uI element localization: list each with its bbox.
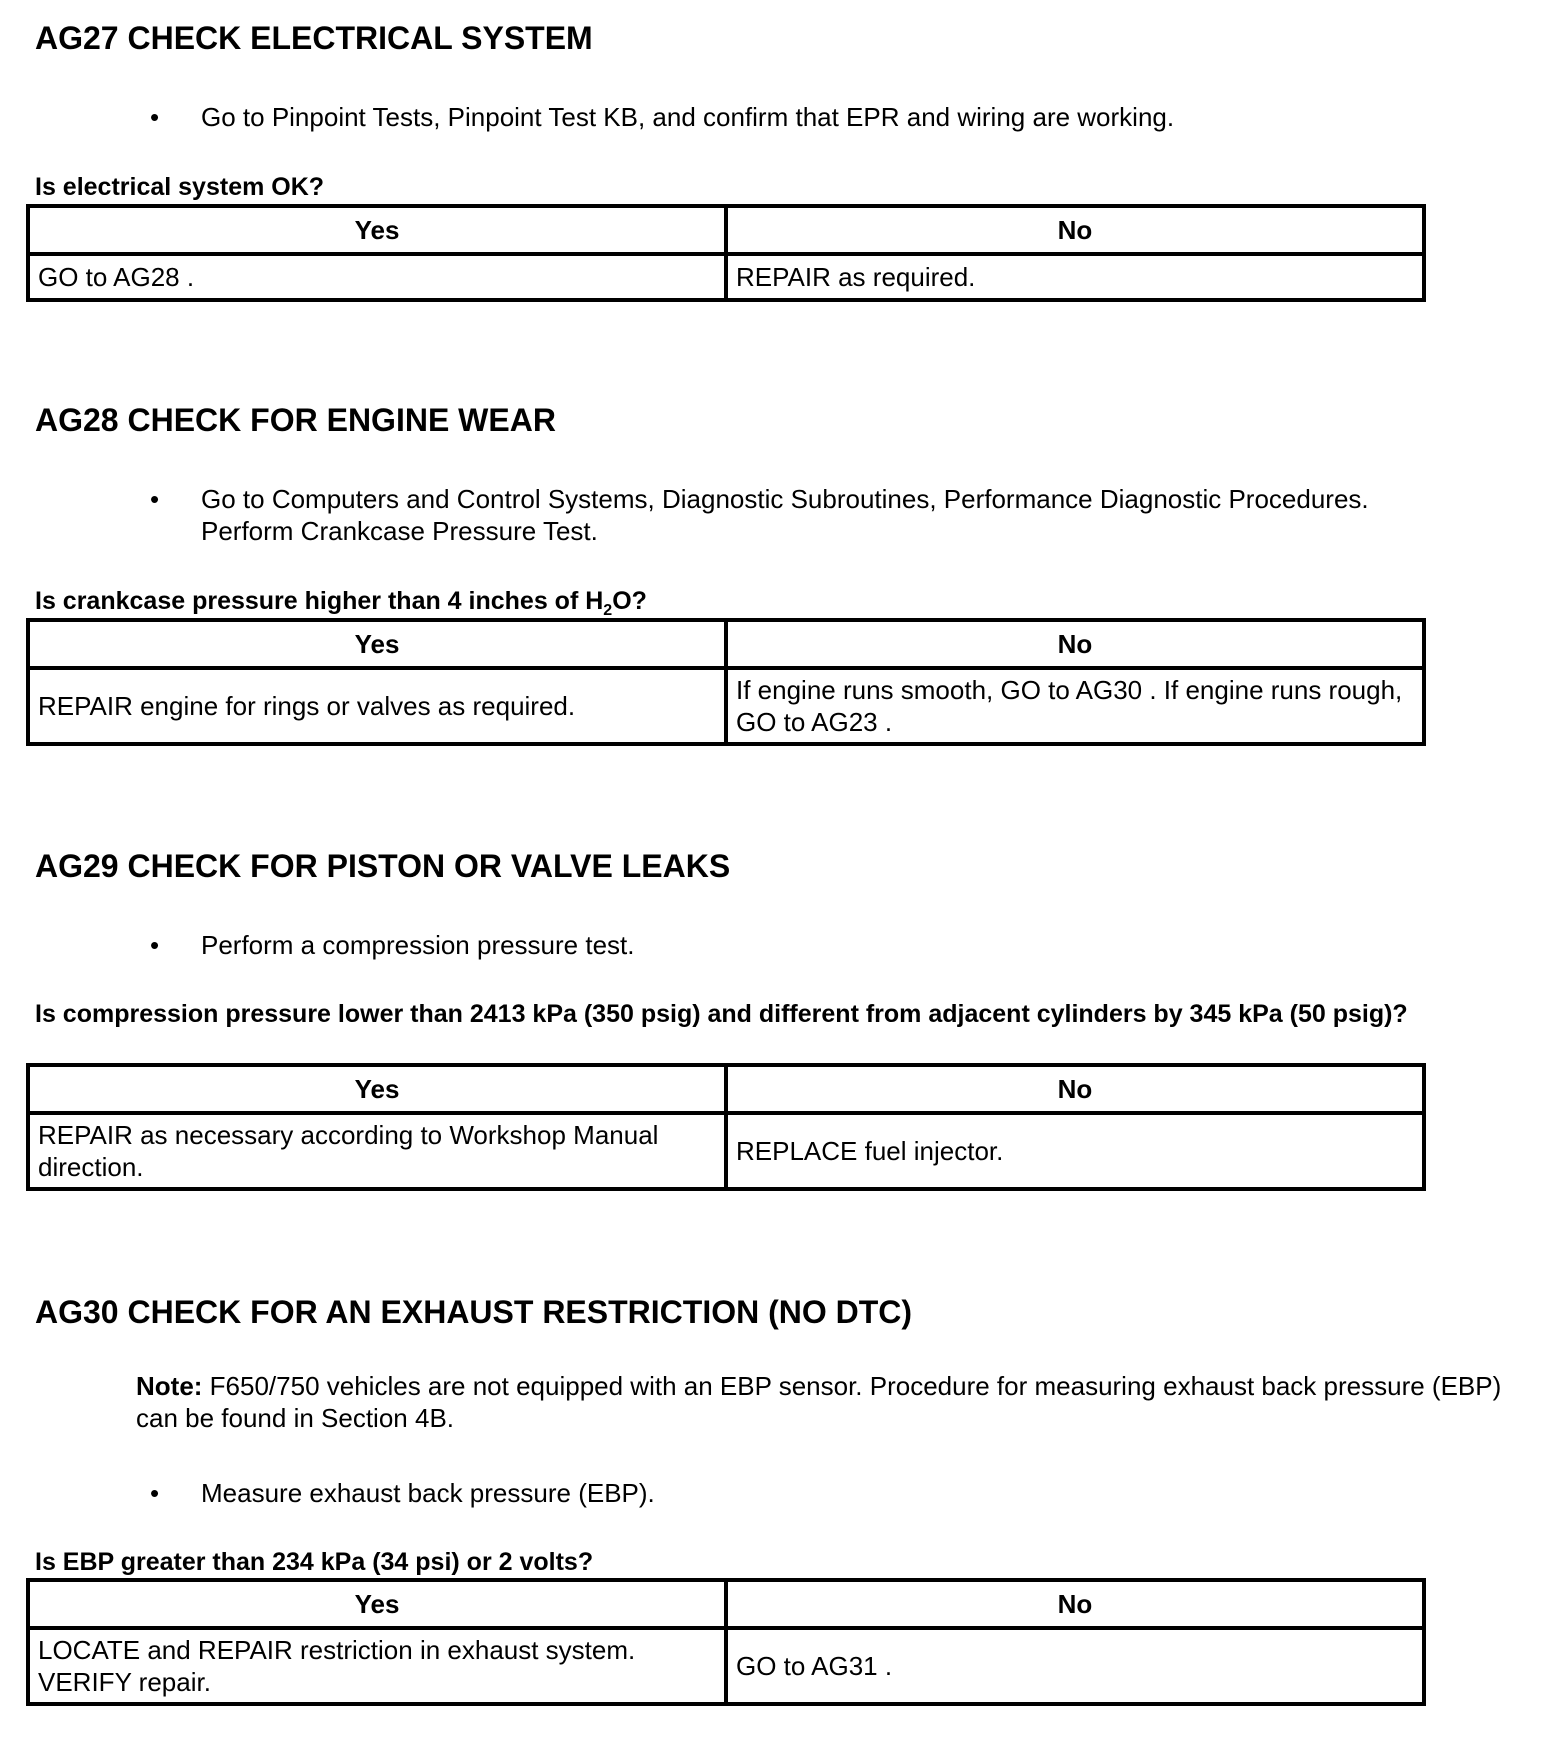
no-header: No [726,1580,1424,1628]
bullet-text: Go to Computers and Control Systems, Diagnostic Subroutines, Performance Diagnostic Procedures. Perform Crankcase Pressure Test. [201,484,1369,546]
question-text-pre: Is crankcase pressure higher than 4 inches of H [35,587,604,615]
yes-header: Yes [28,206,726,254]
decision-table [26,618,1426,746]
section-heading: AG30 CHECK FOR AN EXHAUST RESTRICTION (NO DTC) [35,1294,913,1330]
bullet-dot: • [150,930,160,960]
no-action: GO to AG31 . [726,1628,1424,1704]
decision-table [26,204,1426,302]
section-heading: AG29 CHECK FOR PISTON OR VALVE LEAKS [35,848,731,884]
no-header: No [726,1065,1424,1113]
section-heading: AG28 CHECK FOR ENGINE WEAR [35,402,556,438]
note-block [136,1370,1536,1434]
bullet-text: Go to Pinpoint Tests, Pinpoint Test KB, and confirm that EPR and wiring are working. [201,102,1175,132]
yes-header: Yes [28,620,726,668]
bullet-text: Measure exhaust back pressure (EBP). [201,1478,655,1508]
section-heading: AG27 CHECK ELECTRICAL SYSTEM [35,20,593,56]
note-label: Note: [136,1371,203,1401]
no-action: REPAIR as required. [726,254,1424,300]
bullet-dot: • [150,1478,160,1508]
question-text-post: O? [612,587,647,615]
bullet-dot: • [150,102,160,132]
question-subscript: 2 [603,602,613,619]
decision-table [26,1063,1426,1191]
yes-action: REPAIR as necessary according to Workshop Manual direction. [28,1113,726,1189]
no-header: No [726,620,1424,668]
bullet-dot: • [150,484,160,514]
bullet-text: Perform a compression pressure test. [201,930,635,960]
yes-action: LOCATE and REPAIR restriction in exhaust system. VERIFY repair. [28,1628,726,1704]
question-text: Is compression pressure lower than 2413 kPa (350 psig) and different from adjacent cylinders by 345 kPa (50 psig)? [35,1000,1408,1028]
no-action: If engine runs smooth, GO to AG30 . If engine runs rough, GO to AG23 . [726,668,1424,744]
yes-header: Yes [28,1065,726,1113]
note-text: F650/750 vehicles are not equipped with an EBP sensor. Procedure for measuring exhaust back pressure (EBP) can be found in Section 4B. [136,1371,1502,1433]
question-text: Is EBP greater than 234 kPa (34 psi) or 2 volts? [35,1548,594,1576]
question-text: Is electrical system OK? [35,173,325,201]
no-action: REPLACE fuel injector. [726,1113,1424,1189]
decision-table [26,1578,1426,1706]
yes-action: GO to AG28 . [28,254,726,300]
yes-action: REPAIR engine for rings or valves as required. [28,668,726,744]
yes-header: Yes [28,1580,726,1628]
no-header: No [726,206,1424,254]
